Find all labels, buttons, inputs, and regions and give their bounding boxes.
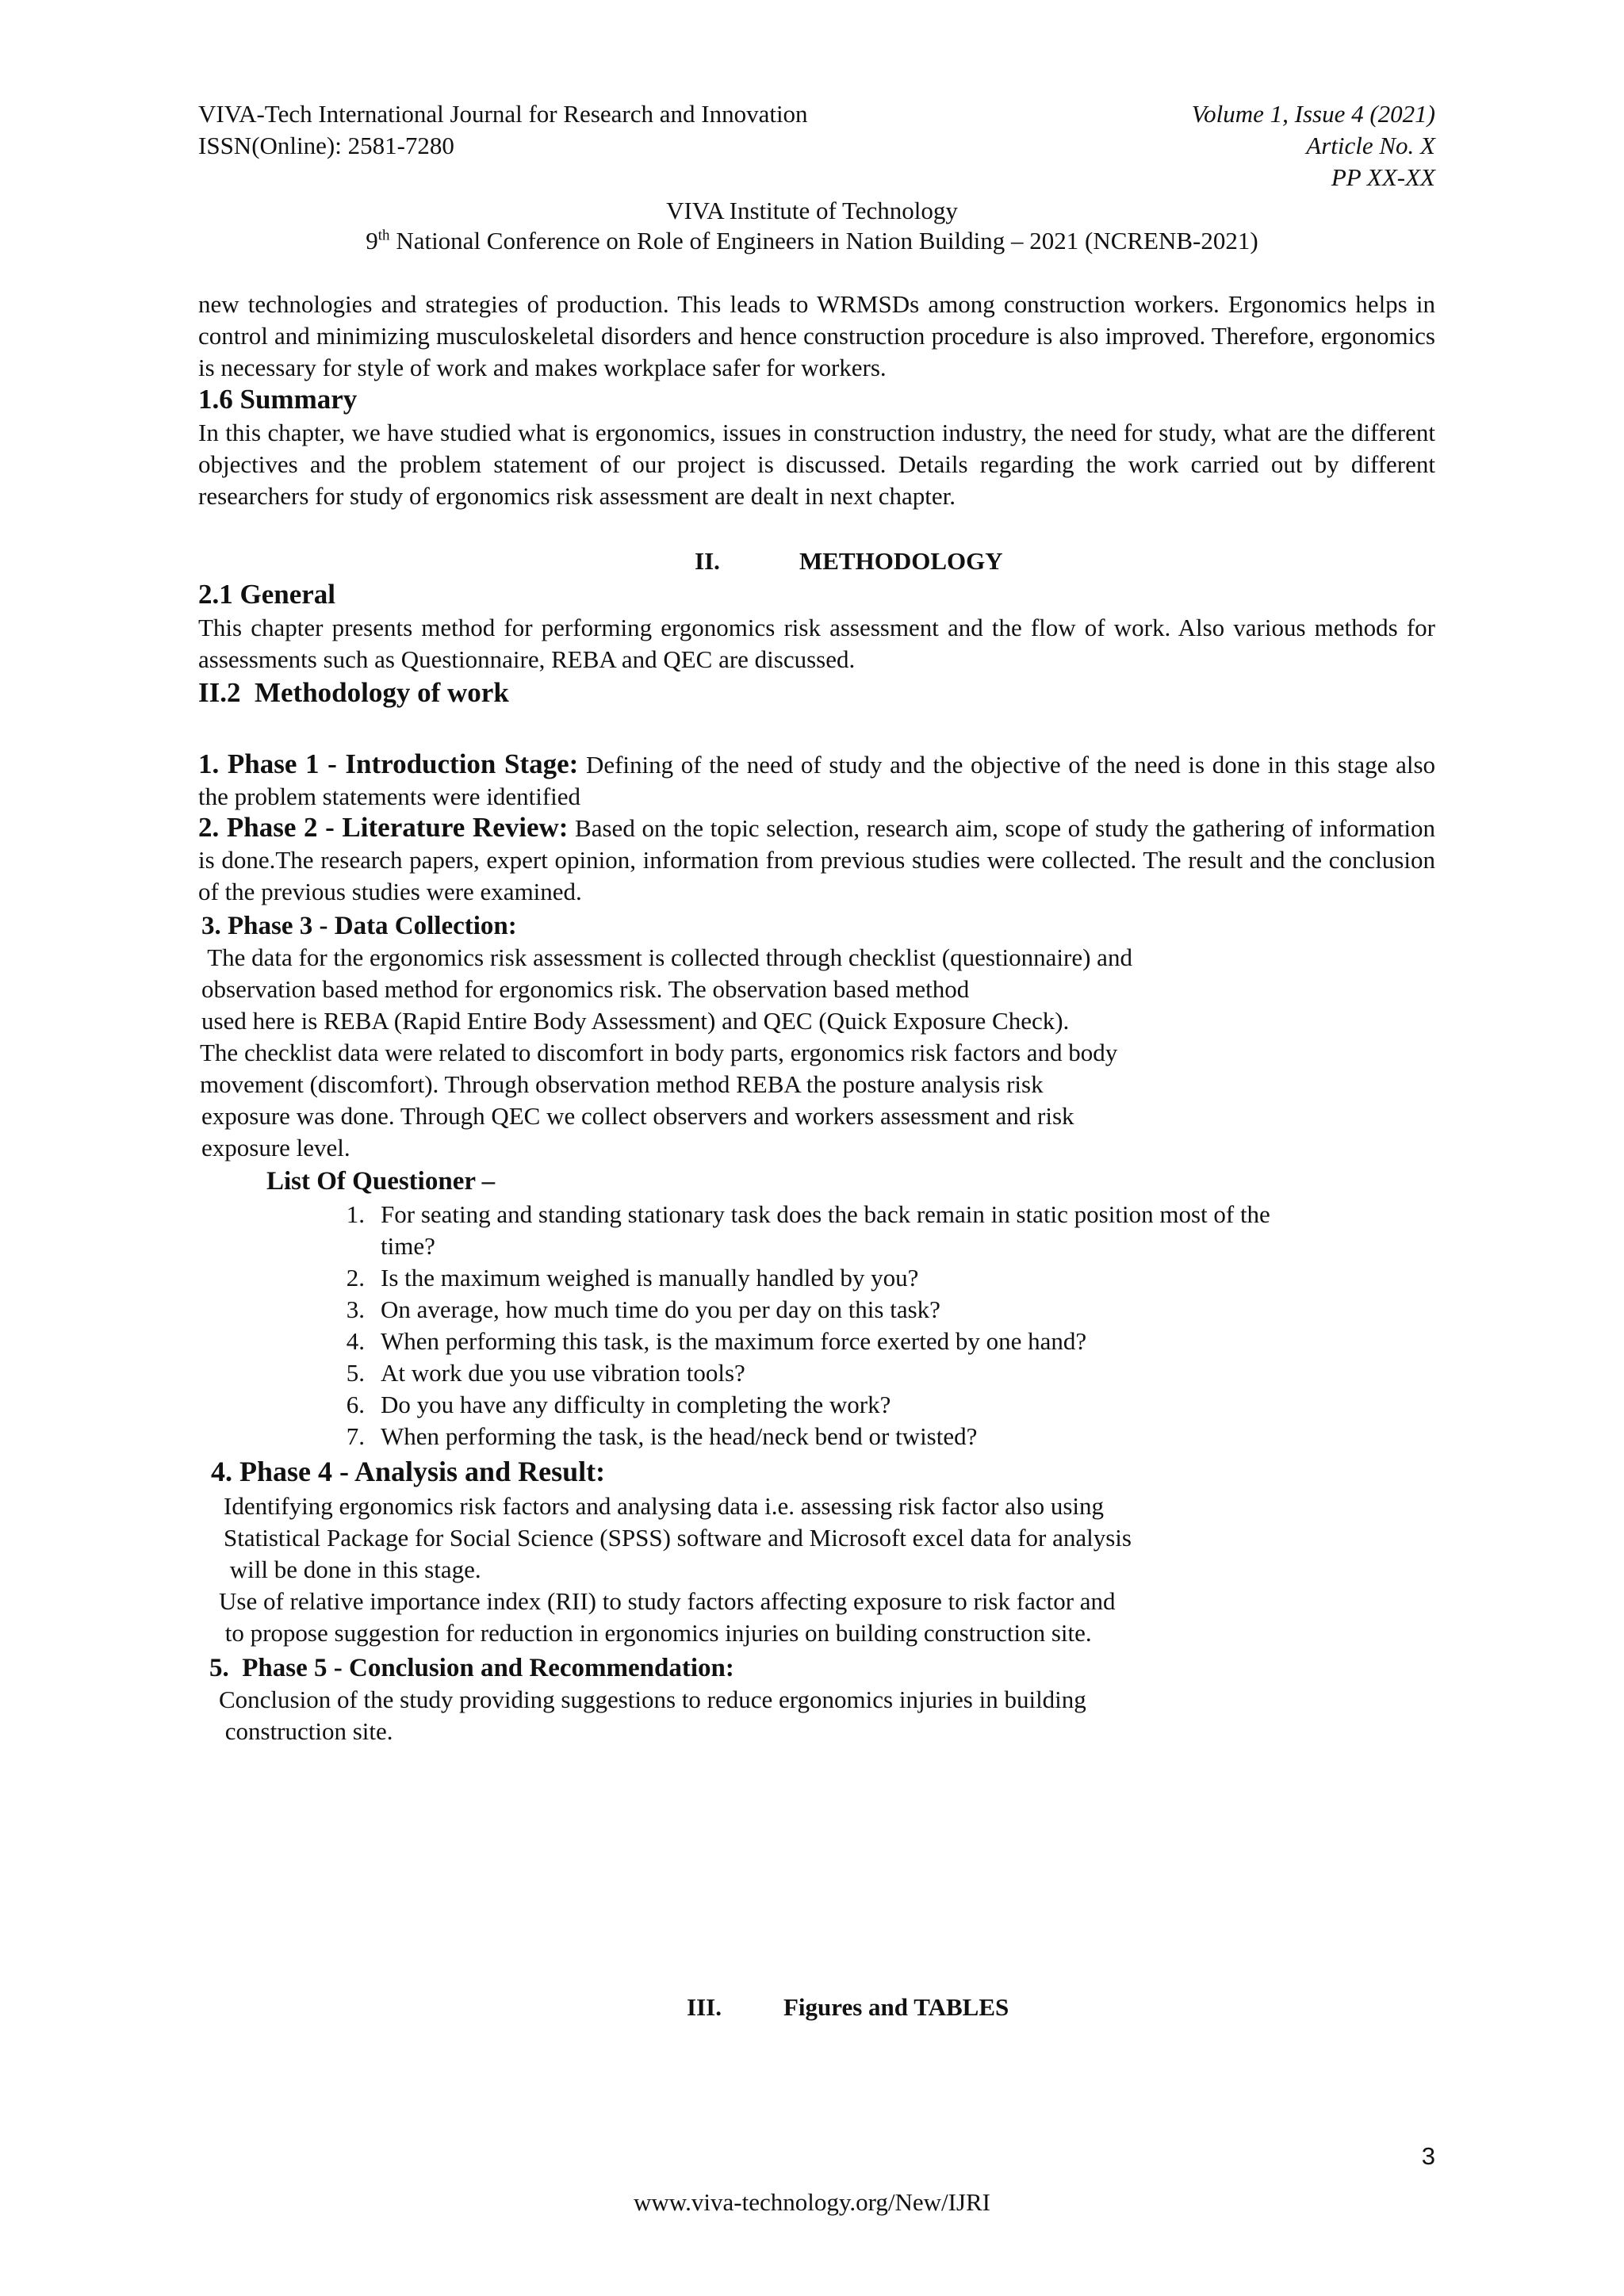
list-item-number: 6. bbox=[346, 1391, 365, 1418]
list-item-continuation bbox=[333, 1230, 1443, 1262]
conference-name: National Conference on Role of Engineers in Nation Building – 2021 (NCRENB-2021) bbox=[389, 227, 1258, 254]
list-item-number: 3. bbox=[346, 1295, 365, 1323]
phase3-line: observation based method for ergonomics risk. The observation based method bbox=[201, 975, 970, 1003]
phase1-heading: 1. Phase 1 - Introduction Stage: bbox=[198, 748, 579, 779]
phase5-line: construction site. bbox=[219, 1717, 393, 1745]
phase3-line: The data for the ergonomics risk assessment is collected through checklist (questionnaire) and bbox=[201, 943, 1132, 971]
phase1-text: Defining of the need of study and the objective of the need is done in this stage also the problem statements were identified bbox=[198, 751, 1436, 810]
phase3-line: movement (discomfort). Through observation method REBA the posture analysis risk bbox=[200, 1070, 1044, 1098]
phase4-heading: 4. Phase 4 - Analysis and Result: bbox=[211, 1456, 606, 1487]
page-number: 3 bbox=[1421, 2142, 1435, 2170]
conference-ordinal-suffix: th bbox=[377, 227, 390, 244]
phase2-text: Based on the topic selection, research aim, scope of study the gathering of information is done.The research papers, expert opinion, information from previous studies were collected. The result and the conclusion of the previous studies were examined. bbox=[198, 814, 1435, 905]
phase3-line: used here is REBA (Rapid Entire Body Assessment) and QEC (Quick Exposure Check). bbox=[201, 1007, 1070, 1035]
list-item-number: 4. bbox=[346, 1327, 365, 1355]
section-number: II. bbox=[695, 547, 720, 575]
list-item-number: 2. bbox=[346, 1264, 365, 1292]
questioner-heading: List Of Questioner – bbox=[266, 1167, 496, 1196]
phase3-line: The checklist data were related to discomfort in body parts, ergonomics risk factors and body bbox=[200, 1039, 1118, 1066]
article-number: Article No. X bbox=[1306, 132, 1435, 159]
summary-heading: 1.6 Summary bbox=[198, 384, 358, 415]
summary-paragraph: In this chapter, we have studied what is ergonomics, issues in construction industry, the need for study, what are the different objectives and the problem statement of our project is discussed. Details regarding the work carried out by different researchers for study of ergonomics risk assessment are dealt in next chapter. bbox=[198, 419, 1435, 510]
conference-ordinal: 9 bbox=[366, 227, 378, 254]
list-item-text: At work due you use vibration tools? bbox=[381, 1359, 745, 1387]
list-item-text: When performing the task, is the head/neck bend or twisted? bbox=[381, 1422, 978, 1450]
list-item-text: On average, how much time do you per day on this task? bbox=[381, 1295, 940, 1323]
list-item bbox=[333, 1357, 1443, 1389]
page-range: PP XX-XX bbox=[1331, 163, 1435, 191]
intro-paragraph: new technologies and strategies of production. This leads to WRMSDs among construction workers. Ergonomics helps in control and minimizing musculoskeletal disorders and hence construction procedure is also improved. Therefore, ergonomics is necessary for style of work and makes workplace safer for workers. bbox=[198, 290, 1435, 381]
list-item bbox=[333, 1389, 1443, 1421]
phase4-line: Statistical Package for Social Science (SPSS) software and Microsoft excel data for analysis bbox=[224, 1524, 1132, 1552]
list-item bbox=[333, 1326, 1443, 1357]
list-item-text: Do you have any difficulty in completing the work? bbox=[381, 1391, 891, 1418]
phase4-line: will be done in this stage. bbox=[224, 1556, 481, 1583]
phase5-line: Conclusion of the study providing suggestions to reduce ergonomics injuries in building bbox=[219, 1686, 1086, 1713]
list-item bbox=[333, 1421, 1443, 1452]
section-title: Figures and TABLES bbox=[783, 1993, 1009, 2021]
list-item-text: For seating and standing stationary task does the back remain in static position most of the bbox=[381, 1200, 1270, 1228]
section-title: METHODOLOGY bbox=[799, 547, 1003, 575]
phase3-line: exposure was done. Through QEC we collect observers and workers assessment and risk bbox=[201, 1102, 1074, 1130]
list-item bbox=[333, 1294, 1443, 1326]
volume-issue: Volume 1, Issue 4 (2021) bbox=[1191, 100, 1435, 128]
footer-url[interactable]: www.viva-technology.org/New/IJRI bbox=[634, 2188, 990, 2216]
general-heading: 2.1 General bbox=[198, 579, 336, 610]
phase1-paragraph bbox=[198, 748, 1435, 813]
list-item-text: Is the maximum weighed is manually handled by you? bbox=[381, 1264, 919, 1292]
institute-name: VIVA Institute of Technology bbox=[666, 197, 958, 224]
journal-title: VIVA-Tech International Journal for Research and Innovation bbox=[198, 100, 808, 128]
list-item bbox=[333, 1262, 1443, 1294]
list-item-number: 1. bbox=[346, 1200, 365, 1228]
phase2-paragraph bbox=[198, 812, 1435, 908]
section-number: III. bbox=[687, 1993, 722, 2021]
phase4-line: Identifying ergonomics risk factors and analysing data i.e. assessing risk factor also using bbox=[224, 1492, 1105, 1520]
phase3-line: exposure level. bbox=[201, 1134, 350, 1161]
list-item-number: 7. bbox=[346, 1422, 365, 1450]
list-item-number: 5. bbox=[346, 1359, 365, 1387]
methodology-heading: II.2 Methodology of work bbox=[198, 677, 509, 708]
conference-title bbox=[0, 225, 1624, 257]
phase2-heading: 2. Phase 2 - Literature Review: bbox=[198, 812, 569, 843]
general-paragraph: This chapter presents method for performing ergonomics risk assessment and the flow of work. Also various methods for assessments such as Questionnaire, REBA and QEC are discussed. bbox=[198, 614, 1435, 673]
phase5-heading: 5. Phase 5 - Conclusion and Recommendation: bbox=[209, 1654, 734, 1682]
list-item bbox=[333, 1199, 1443, 1230]
issn: ISSN(Online): 2581-7280 bbox=[198, 132, 454, 159]
list-item-text: time? bbox=[381, 1232, 435, 1260]
phase4-line: to propose suggestion for reduction in ergonomics injuries on building construction site. bbox=[219, 1619, 1092, 1647]
phase3-heading: 3. Phase 3 - Data Collection: bbox=[201, 912, 517, 940]
list-item-text: When performing this task, is the maximum force exerted by one hand? bbox=[381, 1327, 1087, 1355]
phase4-line: Use of relative importance index (RII) to study factors affecting exposure to risk factor and bbox=[219, 1587, 1116, 1615]
